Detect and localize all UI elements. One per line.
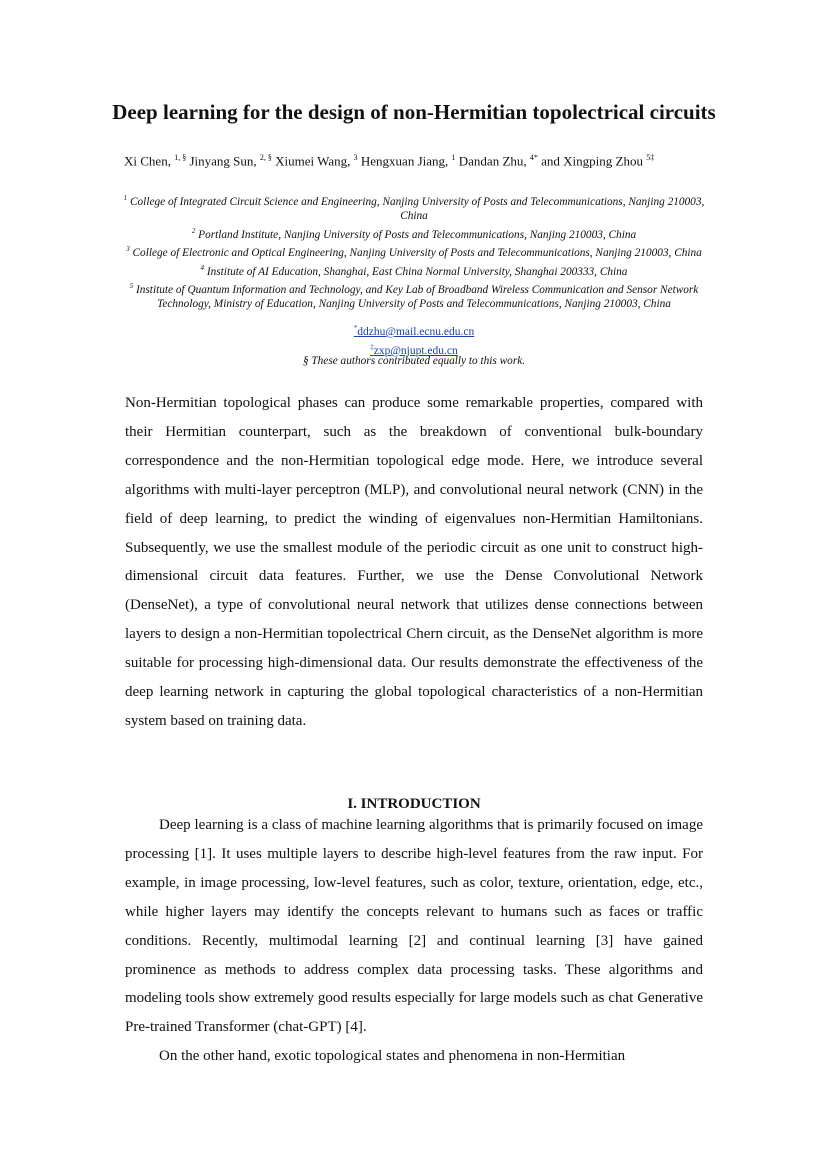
author-list xyxy=(124,149,704,170)
affiliation xyxy=(110,279,718,312)
author-affiliation-mark: 5‡ xyxy=(646,153,655,162)
author-affiliation-mark: 2, § xyxy=(259,153,272,162)
affiliation xyxy=(110,261,718,279)
author-affiliation-mark: 1 xyxy=(451,153,456,162)
email-mark: * xyxy=(353,324,358,332)
intro-paragraph: On the other hand, exotic topological states and phenomena in non-Hermitian xyxy=(159,1048,626,1064)
intro-paragraph: Deep learning is a class of machine learning algorithms that is primarily focused on image processing [1]. It uses multiple layers to describe high-level features from the raw input. For example, in image processing, low-level features, such as color, texture, orientation, edge, etc., while higher layers may identify the concepts relevant to humans such as faces or traffic conditions. Recently, multimodal learning [2] and continual learning [3] have gained prominence as methods to address complex data processing tasks. These algorithms and modeling tools show extremely good results especially for large models such as chat Generative Pre-trained Transformer (chat-GPT) [4]. xyxy=(125,817,703,1036)
affiliation-text: Institute of Quantum Information and Technology, and Key Lab of Broadband Wireless Communication and Sensor Network Technology, Ministry of Education, Nanjing University of Posts and Telecommunications, Nanjing 210003, China xyxy=(136,283,699,311)
affiliation-number: 5 xyxy=(129,282,134,291)
affiliation-text: Portland Institute, Nanjing University of Posts and Telecommunications, Nanjing 210003, China xyxy=(198,228,637,241)
affiliation xyxy=(110,191,718,224)
paper-title: Deep learning for the design of non-Hermitian topolectrical circuits xyxy=(112,100,716,124)
section-heading: I. INTRODUCTION xyxy=(347,796,481,812)
affiliation xyxy=(110,224,718,242)
affiliation-number: 1 xyxy=(123,194,128,202)
author-affiliation-mark: 4* xyxy=(529,153,538,162)
affiliation xyxy=(110,242,718,260)
email-address: zxp@njupt.edu.cn xyxy=(373,344,458,357)
author: Xiumei Wang, xyxy=(275,153,351,169)
author-affiliation-mark: 1, § xyxy=(174,153,187,162)
author-affiliation-mark: 3 xyxy=(353,153,358,162)
affiliation-text: Institute of AI Education, Shanghai, East China Normal University, Shanghai 200333, China xyxy=(206,265,628,278)
author: and Xingping Zhou xyxy=(541,153,643,169)
abstract: Non-Hermitian topological phases can produce some remarkable properties, compared with their Hermitian counterpart, such as the breakdown of conventional bulk-boundary correspondence and the non-Hermitian topological edge mode. Here, we introduce several algorithms with multi-layer perceptron (MLP), and convolutional neural network (CNN) in the field of deep learning, to predict the winding of eigenvalues non-Hermitian Hamiltonians. Subsequently, we use the smallest module of the periodic circuit as one unit to construct high-dimensional circuit data features. Further, we use the Dense Convolutional Network (DenseNet), a type of convolutional neural network that utilizes dense connections between layers to design a non-Hermitian topolectrical Chern circuit, as the DenseNet algorithm is more suitable for processing high-dimensional data. Our results demonstrate the effectiveness of the deep learning network in capturing the global topological characteristics of a non-Hermitian system based on training data. xyxy=(125,395,703,729)
affiliation-text: College of Electronic and Optical Engineering, Nanjing University of Posts and Telecommunications, Nanjing 210003, China xyxy=(132,247,702,260)
author: Dandan Zhu, xyxy=(458,153,527,169)
affiliation-list xyxy=(110,191,718,312)
email-mark: ‡ xyxy=(370,342,374,351)
author: Jinyang Sun, xyxy=(189,153,257,169)
equal-contribution-note: § These authors contributed equally to this work. xyxy=(302,355,526,367)
affiliation-number: 3 xyxy=(126,245,130,254)
email-link[interactable] xyxy=(354,321,474,340)
email-line xyxy=(110,321,718,340)
affiliation-number: 4 xyxy=(200,263,205,272)
author: Xi Chen, xyxy=(124,153,171,169)
email-address: ddzhu@mail.ecnu.edu.cn xyxy=(357,325,475,338)
affiliation-number: 2 xyxy=(191,226,196,235)
affiliation-text: College of Integrated Circuit Science and Engineering, Nanjing University of Posts and Telecommunications, Nanjing 210003, China xyxy=(130,195,705,223)
author: Hengxuan Jiang, xyxy=(360,153,449,169)
corresponding-emails xyxy=(110,321,718,359)
